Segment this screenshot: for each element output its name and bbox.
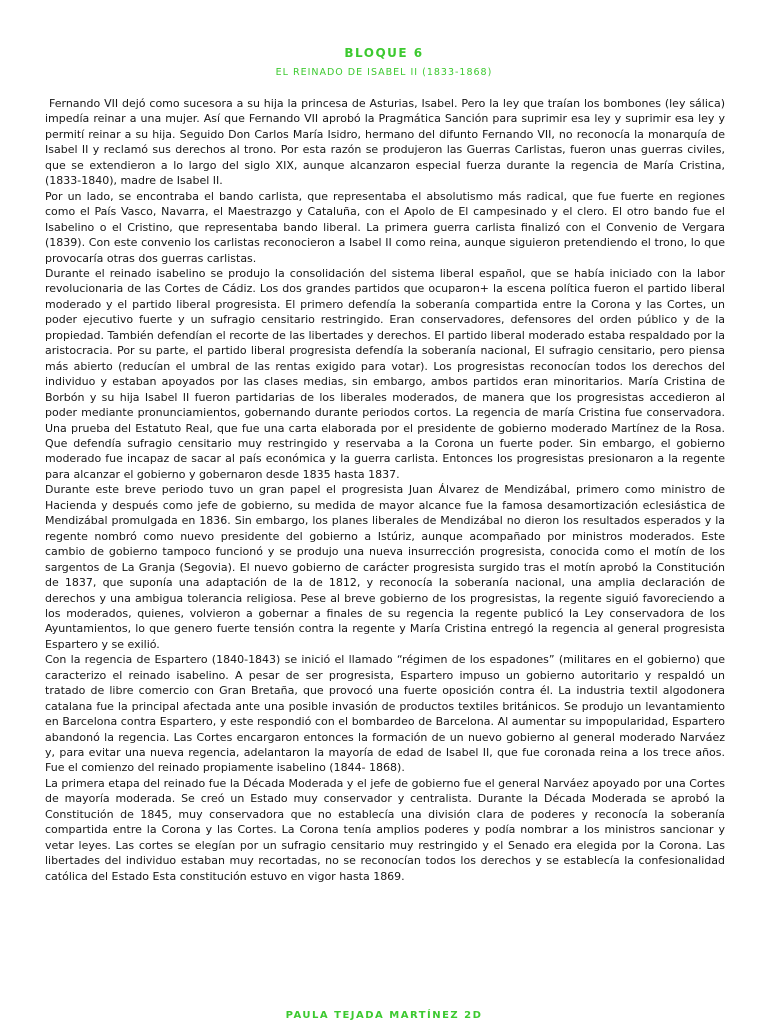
author-footer: PAULA TEJADA MARTÍNEZ 2D bbox=[285, 1010, 483, 1021]
paragraph-4: Durante este breve periodo tuvo un gran papel el progresista Juan Álvarez de Mendizábal, primero como ministro de Hacienda y después como jefe de gobierno, su medida de mayor alcance fue la famosa desamortización eclesiástica de Mendizábal promulgada en 1836. Sin embargo, los planes liberales de Mendizábal no dieron los resultados esperados y la regente nombró como nuevo presidente del gobierno a Istúriz, aunque acompañado por ministros moderados. Este cambio de gobierno tampoco funcionó y se produjo una nueva insurrección progresista, conocida como el motín de los sargentos de La Granja (Segovia). El nuevo gobierno de carácter progresista surgido tras el motín aprobó la Constitución de 1837, que suponía una adaptación de la de 1812, y reconocía la soberanía nacional, una amplia declaración de derechos y una ambigua tolerancia religiosa. Pese al breve gobierno de los progresistas, la regente siguió favoreciendo a los moderados, quienes, volvieron a gobernar a finales de su regencia la regente publicó la Ley conservadora de los Ayuntamientos, lo que genero fuerte tensión contra la regente y María Cristina entregó la regencia al general progresista Espartero y se exilió. bbox=[45, 483, 725, 651]
paragraph-6: La primera etapa del reinado fue la Década Moderada y el jefe de gobierno fue el general Narváez apoyado por una Cortes de mayoría moderada. Se creó un Estado muy conservador y centralista. Durante la Década Moderada se aprobó la Constitución de 1845, muy conservadora que no establecía una división clara de poderes y reconocía la soberanía compartida entre la Corona y las Cortes. La Corona tenía amplios poderes y podía nombrar a los ministros sancionar y vetar leyes. Las cortes se elegían por un sufragio censitario muy restringido y el Senado era elegida por la Corona. Las libertades del individuo estaban muy recortadas, no se reconocían todos los derechos y se establecía la confesionalidad católica del Estado Esta constitución estuvo en vigor hasta 1869. bbox=[45, 776, 725, 883]
document-title: BLOQUE 6 bbox=[344, 46, 424, 60]
paragraph-3: Durante el reinado isabelino se produjo la consolidación del sistema liberal español, que se había iniciado con la labor revolucionaria de las Cortes de Cádiz. Los dos grandes partidos que ocuparon+ la escena política fueron el partido liberal moderado y el partido liberal progresista. El primero defendía la soberanía compartida entre la Corona y las Cortes, un poder ejecutivo fuerte y un sufragio censitario restringido. Eran conservadores, defensores del orden público y de la propiedad. También defendían el recorte de las libertades y derechos. El partido liberal moderado estaba respaldado por la aristocracia. Por su parte, el partido liberal progresista defendía la soberanía nacional, El sufragio censitario, pero piensa más abierto (reducían el umbral de las rentas exigido para votar). Los progresistas reconocían todos los derechos del individuo y estaban apoyados por las clases medias, sin embargo, ambos partidos eran minoritarios. María Cristina de Borbón y su hija Isabel II fueron partidarias de los liberales moderados, de manera que los progresistas accedieron al poder mediante pronunciamientos, gobernando durante periodos cortos. La regencia de maría Cristina fue conservadora. Una prueba del Estatuto Real, que fue una carta elaborada por el presidente de gobierno moderado Martínez de la Rosa. Que defendía sufragio censitario muy restringido y reservaba a la Corona un fuerte poder. Sin embargo, el gobierno moderado fue incapaz de sacar al país económica y la guerra carlista. Entonces los progresistas presionaron a la regente para alcanzar el gobierno y gobernaron desde 1835 hasta 1837. bbox=[45, 266, 725, 481]
paragraph-5: Con la regencia de Espartero (1840-1843) se inició el llamado “régimen de los espadones” (militares en el gobierno) que caracterizo el reinado isabelino. A pesar de ser progresista, Espartero impuso un gobierno autoritario y respaldó un tratado de libre comercio con Gran Bretaña, que provocó una fuerte oposición contra él. La industria textil algodonera catalana fue la principal afectada ante una posible invasión de productos textiles británicos. Se produjo un levantamiento en Barcelona contra Espartero, y este respondió con el bombardeo de Barcelona. Al aumentar su impopularidad, Espartero abandonó la regencia. Las Cortes encargaron entonces la formación de un nuevo gobierno al general moderado Narváez y, para evitar una nueva regencia, adelantaron la mayoría de edad de Isabel II, que fue coronada reina a los trece años. Fue el comienzo del reinado propiamente isabelino (1844- 1868). bbox=[45, 653, 725, 775]
paragraph-1: Fernando VII dejó como sucesora a su hija la princesa de Asturias, Isabel. Pero la ley que traían los bombones (ley sálica) impedía reinar a una mujer. Así que Fernando VII aprobó la Pragmática Sanción para suprimir esa ley y suprimir esa ley y permití reinar a su hija. Seguido Don Carlos María Isidro, hermano del difunto Fernando VII, no reconocía la monarquía de Isabel II y reclamó sus derechos al trono. Por esta razón se produjeron las Guerras Carlistas, fueron unas guerras civiles, que se extendieron a lo largo del siglo XIX, aunque alcanzaron especial fuerza durante la regencia de María Cristina, (1833-1840), madre de Isabel II. bbox=[45, 97, 725, 188]
document-body bbox=[45, 96, 725, 884]
document-subtitle: EL REINADO DE ISABEL II (1833-1868) bbox=[275, 67, 493, 78]
paragraph-2: Por un lado, se encontraba el bando carlista, que representaba el absolutismo más radical, que fue fuerte en regiones como el País Vasco, Navarra, el Maestrazgo y Cataluña, con el Apolo de El campesinado y el clero. El otro bando fue el Isabelino o el Cristino, que representaba bando liberal. La primera guerra carlista finalizó con el Convenio de Vergara (1839). Con este convenio los carlistas reconocieron a Isabel II como reina, aunque siguieron pretendiendo el trono, lo que provocaría otras dos guerras carlistas. bbox=[45, 189, 725, 265]
